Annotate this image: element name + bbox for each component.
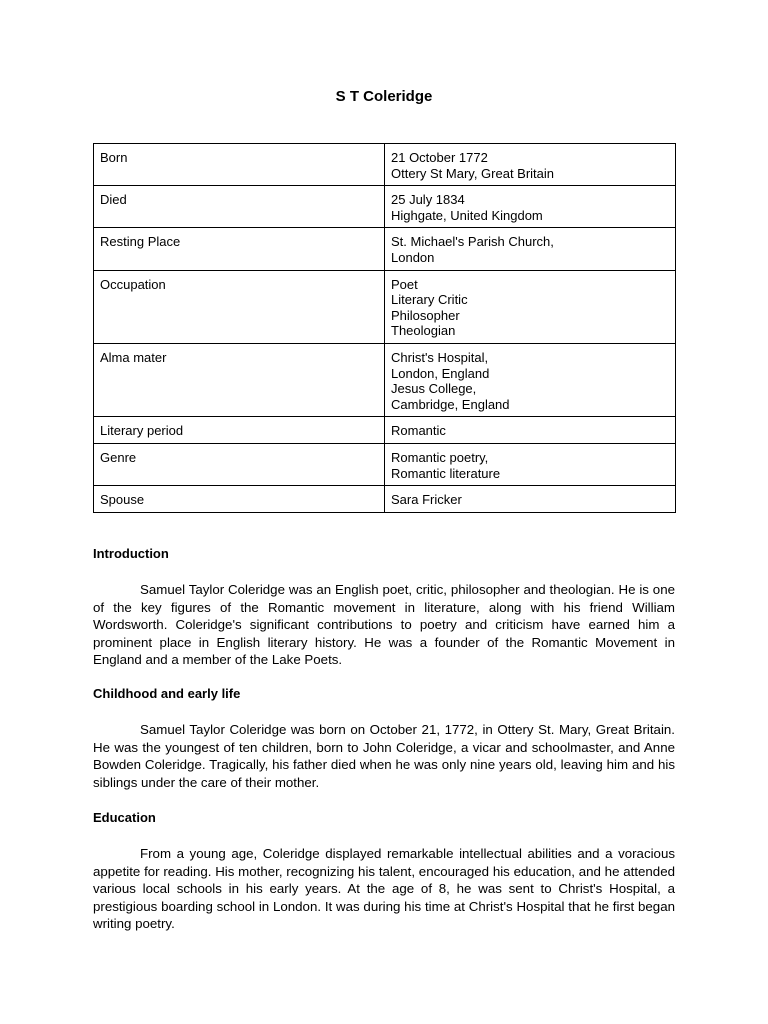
section-heading-childhood: Childhood and early life: [93, 686, 241, 701]
section-paragraph-education: From a young age, Coleridge displayed remarkable intellectual abilities and a voracious appetite for reading. His mother, recognizing his talent, encouraged his education, and he attended various local schools in his early years. At the age of 8, he was sent to Christ's Hospital, a prestigious boarding school in London. It was during his time at Christ's Hospital that he first began writing poetry.: [93, 846, 675, 931]
info-row-born: [94, 144, 676, 186]
info-label: Spouse: [94, 486, 385, 513]
page-title: S T Coleridge: [335, 88, 433, 105]
info-label: Resting Place: [94, 228, 385, 270]
info-row-occupation: [94, 270, 676, 343]
info-value: [385, 186, 676, 228]
info-value-line: Ottery St Mary, Great Britain: [391, 165, 555, 181]
info-row-resting-place: [94, 228, 676, 270]
info-value-line: Literary Critic: [391, 292, 468, 308]
info-value-line: Theologian: [391, 323, 456, 339]
section-heading-education: Education: [93, 810, 156, 825]
info-table: [93, 143, 676, 513]
info-row-literary-period: [94, 417, 676, 444]
info-value-line: Cambridge, England: [391, 396, 510, 412]
section-paragraph-introduction: Samuel Taylor Coleridge was an English poet, critic, philosopher and theologian. He is one of the key figures of the Romantic movement in literature, along with his friend William Wordsworth. Coleridge's significant contributions to poetry and criticism have earned him a prominent place in English literary history. He was a founder of the Romantic Movement in England and a member of the Lake Poets.: [93, 582, 675, 667]
info-label: Born: [94, 144, 385, 186]
info-label: Alma mater: [94, 343, 385, 416]
section-paragraph-childhood: Samuel Taylor Coleridge was born on October 21, 1772, in Ottery St. Mary, Great Britain. He was the youngest of ten children, born to John Coleridge, a vicar and schoolmaster, and Anne Bowden Coleridge. Tragically, his father died when he was only nine years old, leaving him and his siblings under the care of their mother.: [93, 722, 675, 790]
info-value-line: London: [391, 249, 435, 265]
info-label: Genre: [94, 443, 385, 485]
info-row-spouse: [94, 486, 676, 513]
info-value-line: London, England: [391, 365, 490, 381]
info-value-line: Jesus College,: [391, 381, 477, 397]
section-heading-introduction: Introduction: [93, 546, 169, 561]
info-row-genre: [94, 443, 676, 485]
info-table-body: [94, 144, 676, 513]
info-value: [385, 443, 676, 485]
info-label: Literary period: [94, 417, 385, 444]
info-row-died: [94, 186, 676, 228]
info-value-line: 25 July 1834: [391, 192, 465, 208]
info-value: [385, 228, 676, 270]
info-value-line: St. Michael's Parish Church,: [391, 234, 554, 250]
info-value-line: Philosopher: [391, 307, 460, 323]
info-value-line: Christ's Hospital,: [391, 349, 489, 365]
info-value: [385, 270, 676, 343]
info-value-line: 21 October 1772: [391, 150, 488, 165]
info-value: [385, 144, 676, 186]
info-label: Occupation: [94, 270, 385, 343]
info-value-line: Romantic: [391, 423, 446, 439]
info-value-line: Romantic literature: [391, 465, 501, 481]
info-value-line: Sara Fricker: [391, 492, 462, 508]
info-value-line: Poet: [391, 276, 418, 292]
info-value: [385, 417, 676, 444]
info-value: [385, 486, 676, 513]
info-label: Died: [94, 186, 385, 228]
info-value-line: Romantic poetry,: [391, 449, 489, 465]
info-row-alma-mater: [94, 343, 676, 416]
info-value: [385, 343, 676, 416]
info-value-line: Highgate, United Kingdom: [391, 207, 543, 223]
